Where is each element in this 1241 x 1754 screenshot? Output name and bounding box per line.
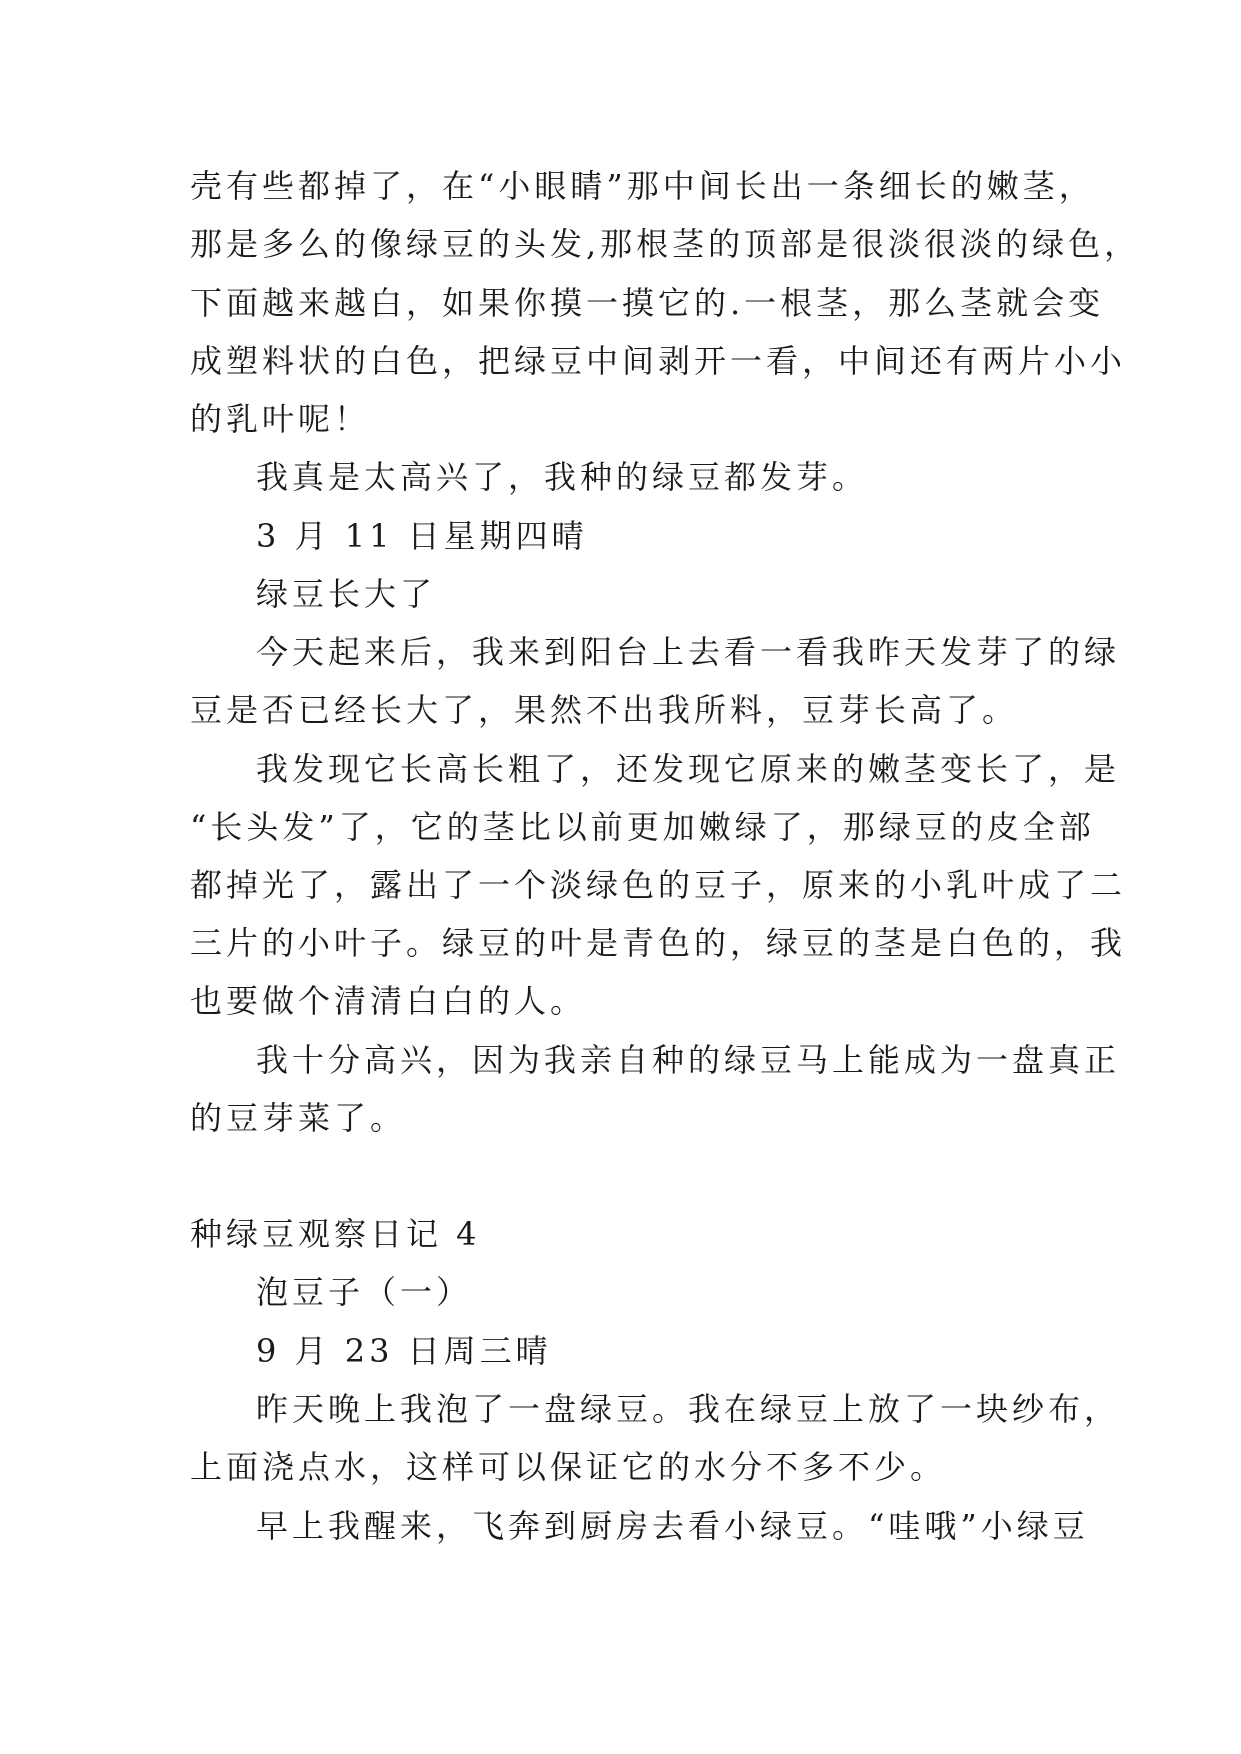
text-line: 也要做个清清白白的人。 — [190, 982, 587, 1020]
text-line: 成塑料状的白色，把绿豆中间剥开一看，中间还有两片小小 — [190, 342, 1127, 380]
text-line: “长头发”了，它的茎比以前更加嫩绿了，那绿豆的皮全部 — [190, 808, 1095, 846]
text-line: 今天起来后，我来到阳台上去看一看我昨天发芽了的绿 — [256, 633, 1121, 671]
text-line: 9 月 23 日周三晴 — [256, 1332, 552, 1370]
section-heading: 种绿豆观察日记 4 — [190, 1215, 481, 1253]
text-line: 的乳叶呢！ — [190, 400, 371, 438]
text-line: 我十分高兴，因为我亲自种的绿豆马上能成为一盘真正 — [256, 1041, 1121, 1079]
text-line: 3 月 11 日星期四晴 — [256, 517, 588, 555]
text-line: 都掉光了，露出了一个淡绿色的豆子，原来的小乳叶成了二 — [190, 866, 1127, 904]
text-line: 三片的小叶子。绿豆的叶是青色的，绿豆的茎是白色的，我 — [190, 924, 1127, 962]
text-line: 下面越来越白，如果你摸一摸它的.一根茎，那么茎就会变 — [190, 284, 1105, 322]
text-line: 那是多么的像绿豆的头发,那根茎的顶部是很淡很淡的绿色， — [190, 225, 1141, 263]
text-line: 昨天晚上我泡了一盘绿豆。我在绿豆上放了一块纱布， — [256, 1390, 1121, 1428]
text-line: 早上我醒来，飞奔到厨房去看小绿豆。“哇哦”小绿豆 — [256, 1507, 1089, 1545]
text-line: 壳有些都掉了，在“小眼睛”那中间长出一条细长的嫩茎， — [190, 167, 1095, 205]
text-line: 的豆芽菜了。 — [190, 1099, 407, 1137]
text-line: 上面浇点水，这样可以保证它的水分不多不少。 — [190, 1448, 947, 1486]
text-line: 我真是太高兴了，我种的绿豆都发芽。 — [256, 458, 869, 496]
text-line: 我发现它长高长粗了，还发现它原来的嫩茎变长了，是 — [256, 750, 1121, 788]
text-line: 泡豆子（一） — [256, 1273, 473, 1311]
text-line: 豆是否已经长大了，果然不出我所料，豆芽长高了。 — [190, 691, 1019, 729]
text-line: 绿豆长大了 — [256, 575, 437, 613]
